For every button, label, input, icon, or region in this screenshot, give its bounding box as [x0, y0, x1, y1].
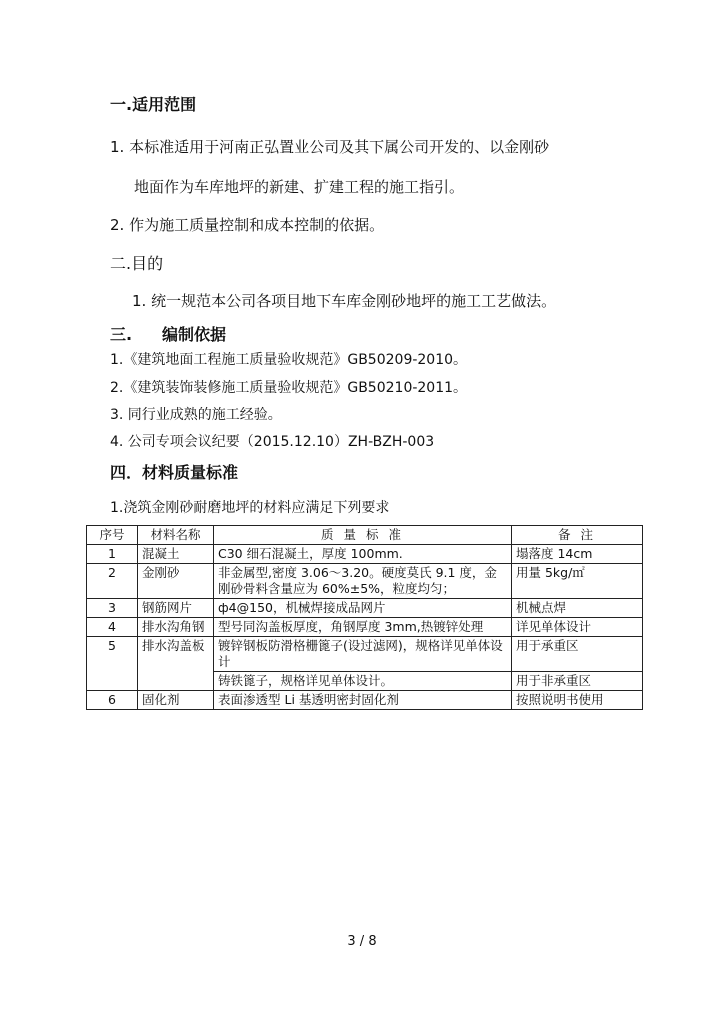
section-2-item-1: 1. 统一规范本公司各项目地下车库金刚砂地坪的施工工艺做法。 [132, 292, 557, 310]
row-standard: 非金属型,密度 3.06～3.20。硬度莫氏 9.1 度，金刚砂骨料含量应为 60%±5%，粒度均匀； [214, 564, 512, 599]
row-material: 排水沟角钢 [138, 618, 214, 637]
reference-item-4: 4. 公司专项会议纪要（2015.12.10）ZH-BZH-003 [110, 434, 435, 450]
table-row [87, 618, 643, 637]
row-note: 机械点焊 [512, 599, 643, 618]
table-row [87, 564, 643, 599]
row-note: 塌落度 14cm [512, 545, 643, 564]
row-no: 1 [87, 545, 138, 564]
reference-item-2: 2.《建筑装饰装修施工质量验收规范》GB50210-2011。 [110, 380, 468, 396]
row-standard: 铸铁篦子，规格详见单体设计。 [214, 672, 512, 691]
materials-table [86, 525, 643, 710]
reference-item-1: 1.《建筑地面工程施工质量验收规范》GB50209-2010。 [110, 352, 468, 368]
table-row [87, 637, 643, 672]
section-1-item-2: 2. 作为施工质量控制和成本控制的依据。 [110, 216, 385, 234]
table-row [87, 691, 643, 710]
header-standard: 质 量 标 准 [214, 526, 512, 545]
row-no: 2 [87, 564, 138, 599]
row-standard: 镀锌钢板防滑格栅篦子(设过滤网)，规格详见单体设计 [214, 637, 512, 672]
section-4-subheading: 1.浇筑金刚砂耐磨地坪的材料应满足下列要求 [110, 500, 390, 516]
header-note: 备 注 [512, 526, 643, 545]
header-material: 材料名称 [138, 526, 214, 545]
row-note: 按照说明书使用 [512, 691, 643, 710]
header-no: 序号 [87, 526, 138, 545]
row-no: 4 [87, 618, 138, 637]
row-material: 固化剂 [138, 691, 214, 710]
section-3-heading: 编制依据 [162, 325, 227, 344]
row-note: 用量 5kg/㎡ [512, 564, 643, 599]
row-material: 排水沟盖板 [138, 637, 214, 691]
row-note: 用于承重区 [512, 637, 643, 672]
section-2-heading: 二.目的 [110, 254, 164, 273]
row-standard: 型号同沟盖板厚度，角钢厚度 3mm,热镀锌处理 [214, 618, 512, 637]
row-standard: ф4@150，机械焊接成品网片 [214, 599, 512, 618]
table-header-row [87, 526, 643, 545]
row-note: 详见单体设计 [512, 618, 643, 637]
row-material: 混凝土 [138, 545, 214, 564]
row-standard: 表面渗透型 Li 基透明密封固化剂 [214, 691, 512, 710]
section-1-item-1-line-1: 1. 本标准适用于河南正弘置业公司及其下属公司开发的、以金刚砂 [110, 138, 550, 156]
row-note: 用于非承重区 [512, 672, 643, 691]
section-4-heading: 四．材料质量标准 [110, 463, 239, 482]
row-standard: C30 细石混凝土，厚度 100mm. [214, 545, 512, 564]
table-row [87, 545, 643, 564]
section-1-heading: 一.适用范围 [110, 95, 197, 114]
table-row [87, 599, 643, 618]
row-no: 6 [87, 691, 138, 710]
row-no: 3 [87, 599, 138, 618]
section-1-item-1-line-2: 地面作为车库地坪的新建、扩建工程的施工指引。 [134, 178, 465, 196]
page-number: 3 / 8 [347, 934, 377, 949]
row-no: 5 [87, 637, 138, 691]
row-material: 钢筋网片 [138, 599, 214, 618]
section-3-heading-number: 三. [110, 325, 133, 344]
reference-item-3: 3. 同行业成熟的施工经验。 [110, 407, 282, 423]
row-material: 金刚砂 [138, 564, 214, 599]
